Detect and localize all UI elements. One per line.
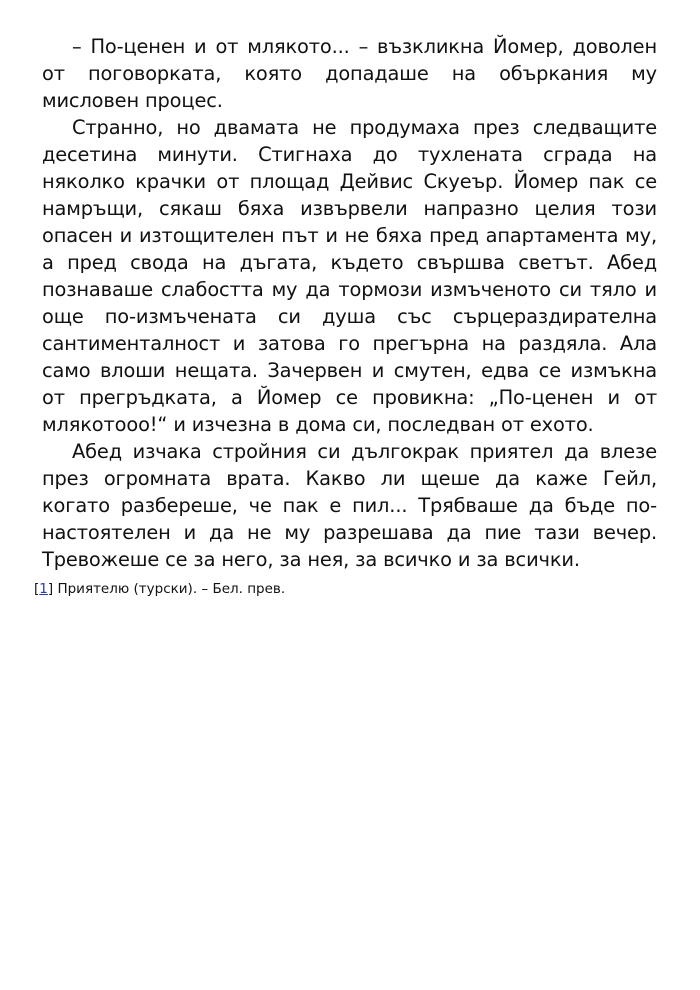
footnote-reference-link[interactable]: 1 bbox=[39, 581, 48, 597]
paragraph-3: Абед изчака стройния си дългокрак приятел да влезе през огромната врата. Какво ли щеше да каже Гейл, когато разбереше, че пак е пил... Трябваше да бъде по-настоятелен и да не му разрешава да пие тази вечер. Тревожеше се за него, за нея, за всичко и за всички. bbox=[42, 440, 657, 571]
footnote-text: Приятелю (турски). – Бел. прев. bbox=[53, 581, 286, 597]
footnote-bracket-open: [ bbox=[34, 581, 40, 597]
paragraph-2: Странно, но двамата не продумаха през следващите десетина минути. Стигнаха до тухлената сграда на няколко крачки от площад Дейвис Скуеър. Йомер пак се намръщи, сякаш бяха извървели напразно целия този опасен и изтощителен път и не бяха пред апартамента му, а пред свода на дъгата, където свършва светът. Абед познаваше слабостта му да тормози измъченото си тяло и още по-измъчената си душа със сърцераздирателна сантименталност и затова го прегърна на раздяла. Ала само влоши нещата. Зачервен и смутен, едва се измъкна от прегръдката, а Йомер се провикна: „По-ценен и от млякотооо!“ и изчезна в дома си, последван от ехото. bbox=[42, 116, 657, 436]
body-text bbox=[42, 33, 657, 573]
footnote bbox=[34, 579, 285, 599]
paragraph-1: – По-ценен и от млякото... – възкликна Йомер, доволен от поговорката, която допадаше на объркания му мисловен процес. bbox=[42, 35, 657, 112]
footnote-bracket-close: ] bbox=[47, 581, 54, 597]
